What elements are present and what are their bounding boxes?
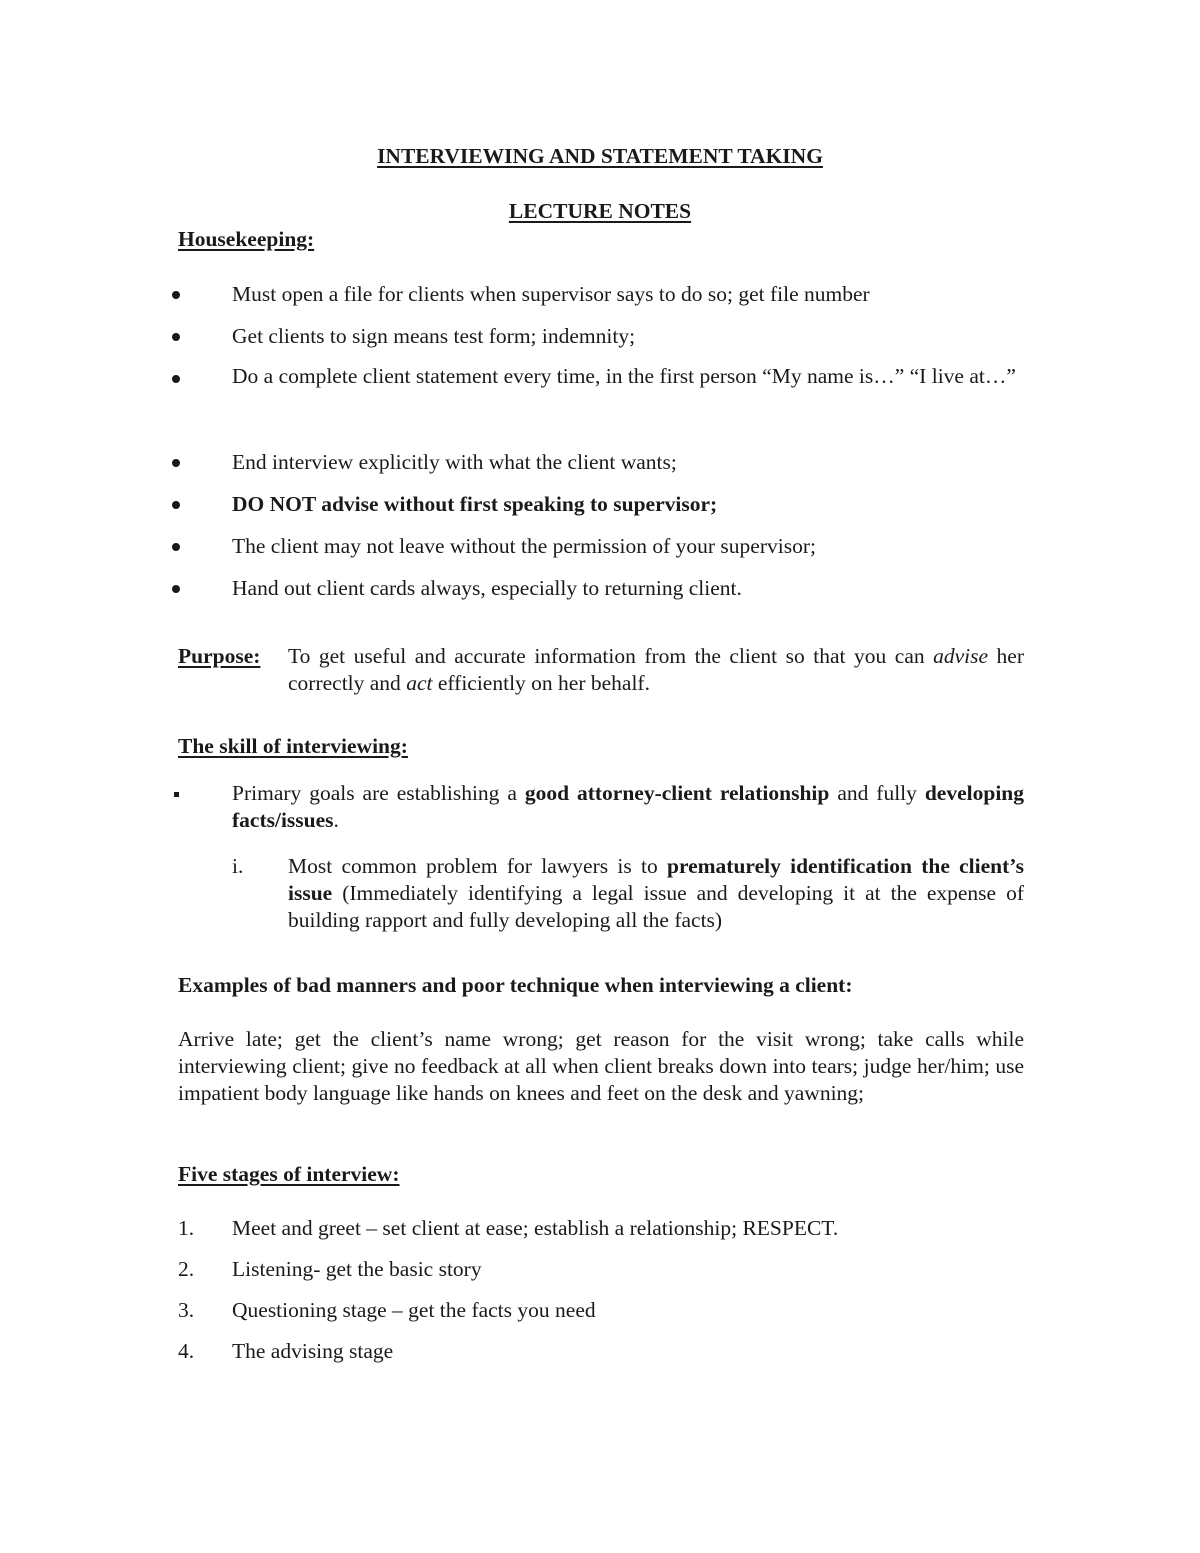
list-item-text: Meet and greet – set client at ease; establish a relationship; RESPECT. [232,1216,839,1240]
list-item-text: DO NOT advise without first speaking to supervisor; [232,492,718,516]
bullet-icon [172,543,180,551]
list-item-text: Get clients to sign means test form; indemnity; [232,324,636,348]
list-item-text: Questioning stage – get the facts you need [232,1298,596,1322]
list-item-text: Listening- get the basic story [232,1257,482,1281]
bad-manners-text: Arrive late; get the client’s name wrong; get reason for the visit wrong; take calls while interviewing client; give no feedback at all when client breaks down into tears; judge her/him; use impatient body language like hands on knees and feet on the desk and yawning; [178,1027,1024,1105]
bullet-icon [172,375,180,383]
housekeeping-heading: Housekeeping: [178,227,315,251]
list-item-text: The client may not leave without the permission of your supervisor; [232,534,816,558]
list-number: 1. [178,1216,195,1240]
list-item-text: Must open a file for clients when supervisor says to do so; get file number [232,282,870,306]
list-item-text: Primary goals are establishing a good attorney-client relationship and fully developing facts/issues. [232,781,1024,832]
list-number: 2. [178,1257,195,1281]
document-subtitle: LECTURE NOTES [508,199,692,223]
bullet-icon [172,291,180,299]
bullet-icon [172,459,180,467]
bullet-icon [172,585,180,593]
skill-heading: The skill of interviewing: [178,734,408,758]
document-title: INTERVIEWING AND STATEMENT TAKING [377,144,823,168]
square-bullet-icon [174,792,179,797]
purpose-text: To get useful and accurate information from the client so that you can advise her correctly and act efficiently on her behalf. [288,644,1025,695]
bad-manners-heading: Examples of bad manners and poor technique when interviewing a client: [178,973,853,997]
sub-list-marker: i. [232,854,244,878]
sub-list-text: Most common problem for lawyers is to prematurely identification the client’s issue (Immediately identifying a legal issue and developing it at the expense of building rapport and fully developing all the facts) [288,854,1025,932]
list-item-text: Hand out client cards always, especially to returning client. [232,576,742,600]
list-number: 3. [178,1298,195,1322]
purpose-label: Purpose: [178,644,261,668]
list-item-text: End interview explicitly with what the client wants; [232,450,677,474]
list-item-text: Do a complete client statement every time, in the first person “My name is…” “I live at…” [232,364,1016,388]
stages-heading: Five stages of interview: [178,1162,400,1186]
bullet-icon [172,501,180,509]
list-number: 4. [178,1339,195,1363]
list-item-text: The advising stage [232,1339,394,1363]
bullet-icon [172,333,180,341]
